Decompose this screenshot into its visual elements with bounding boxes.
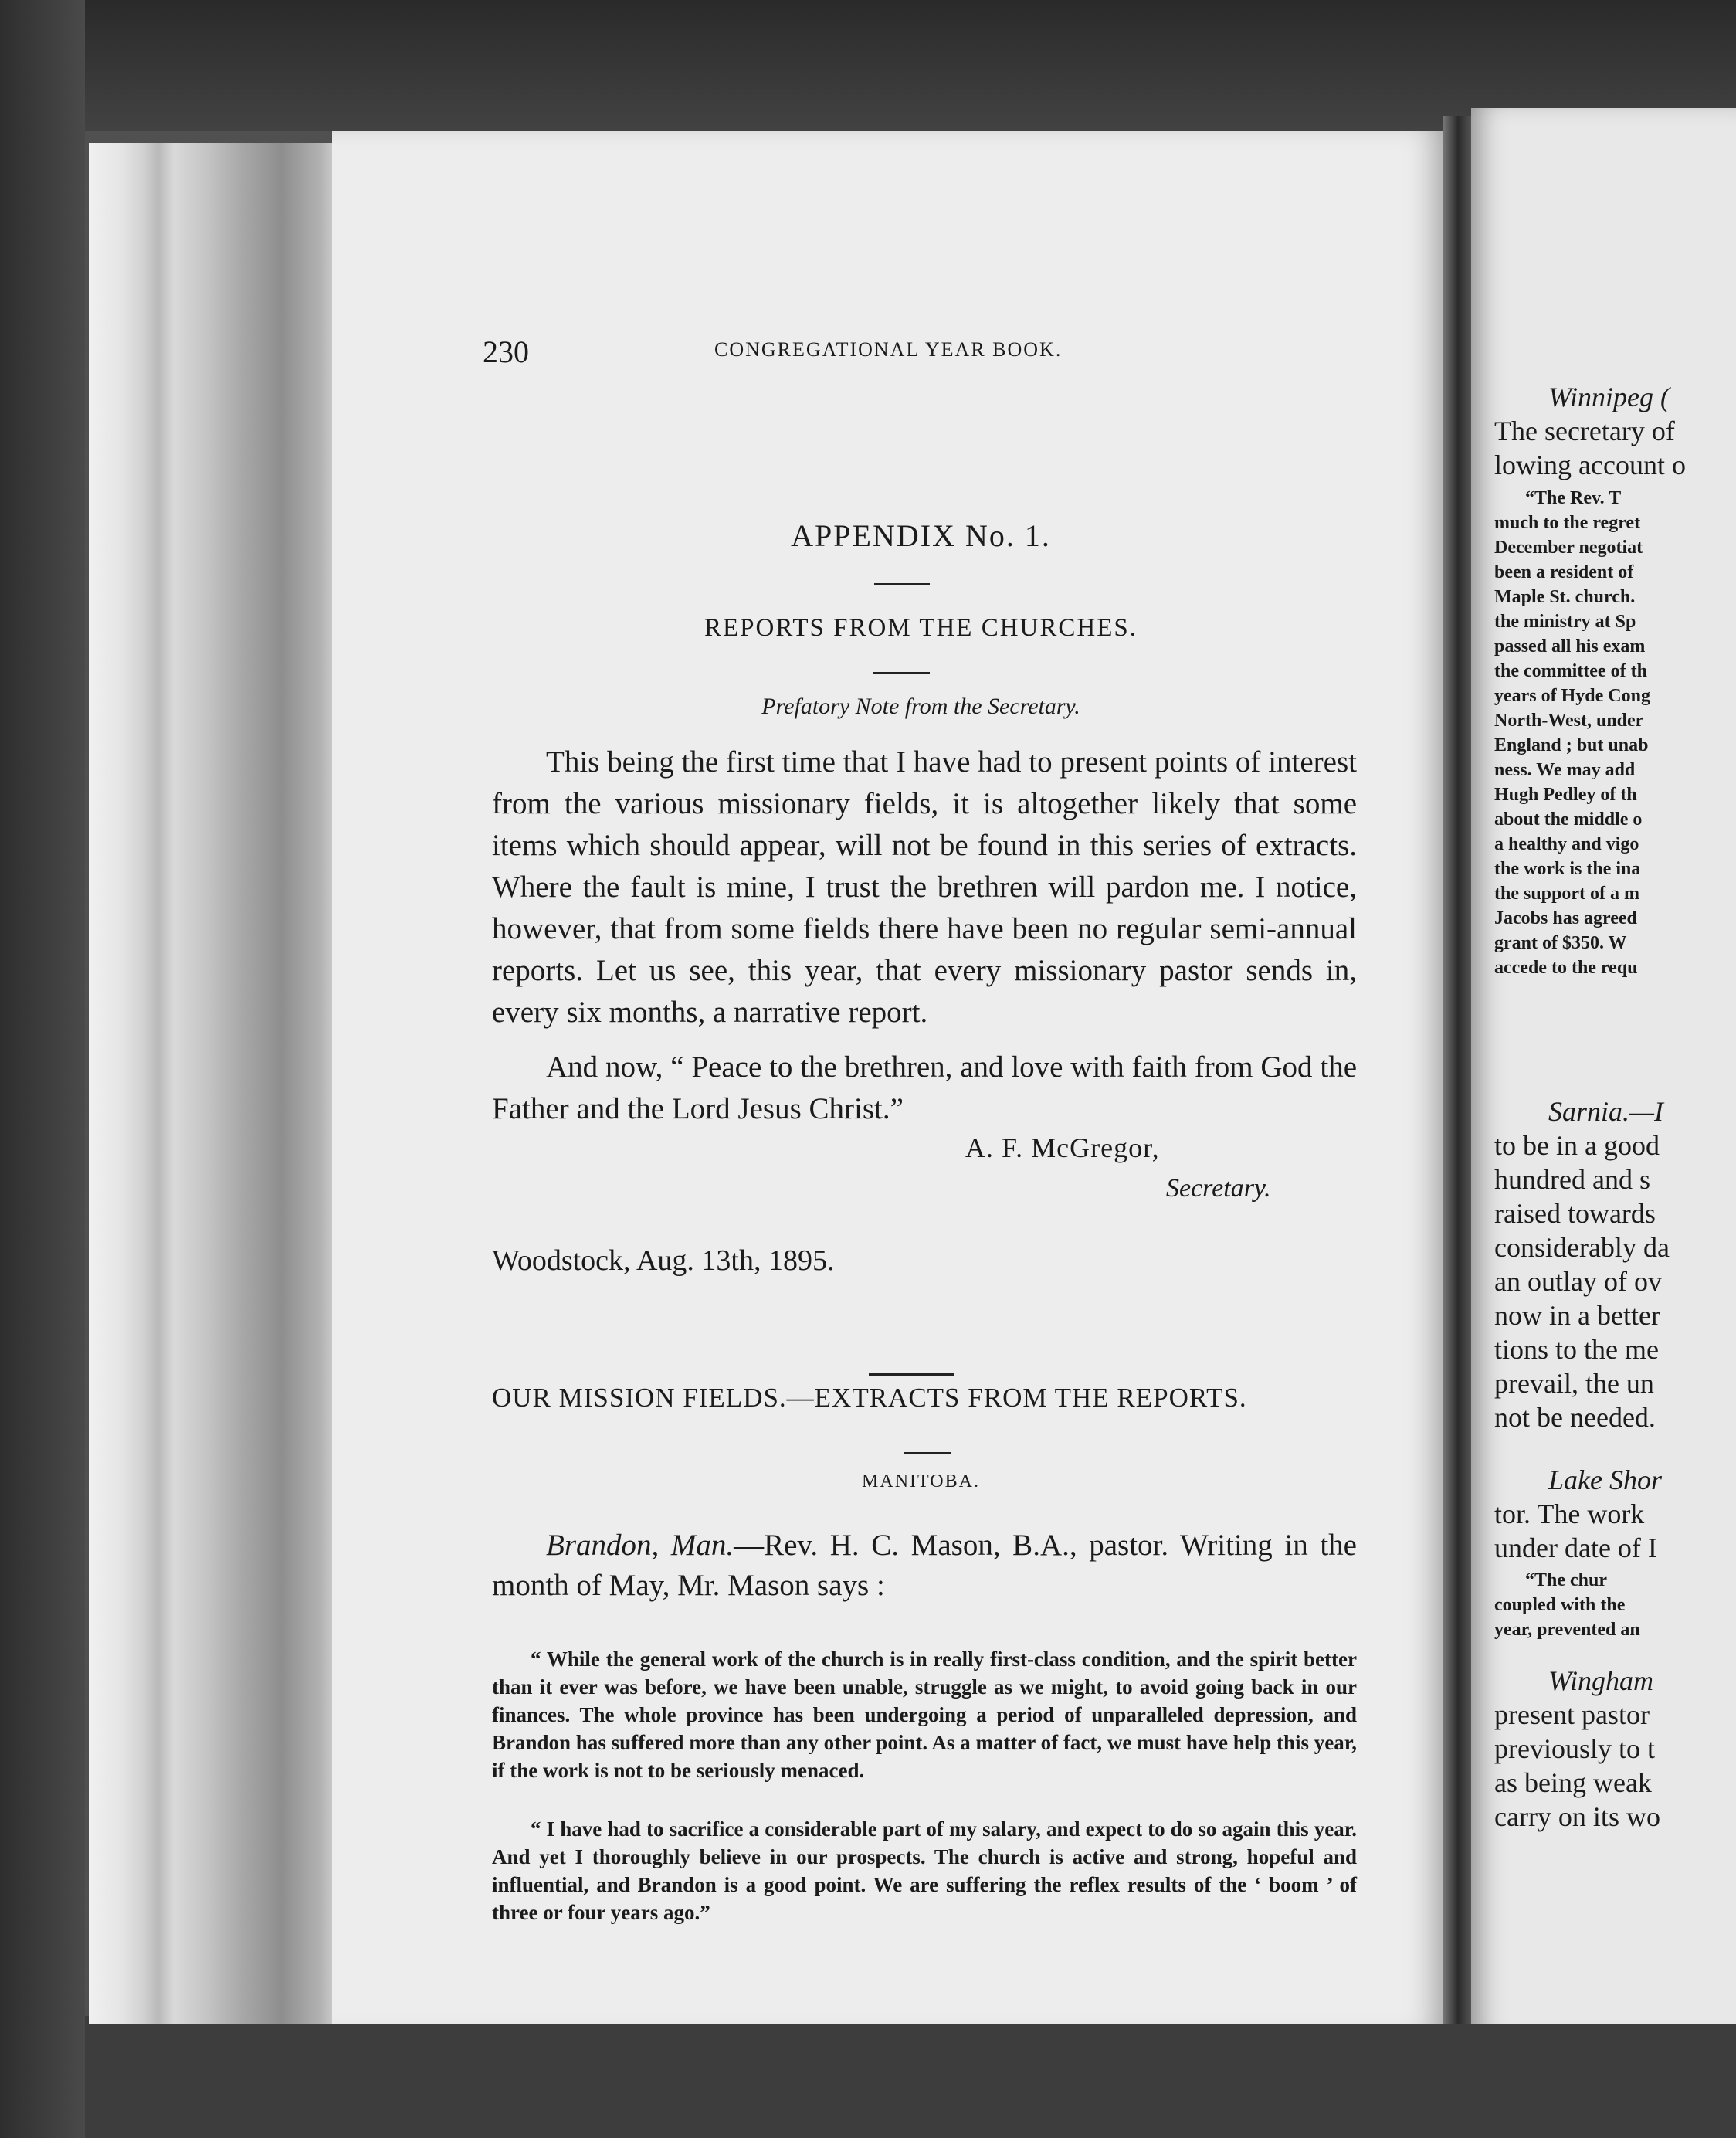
prefatory-title: Prefatory Note from the Secretary. [761,694,1080,719]
divider-rule [874,583,930,585]
running-header [483,334,1328,369]
right-page-line: Jacobs has agreed [1494,908,1637,928]
divider-rule [869,1373,954,1376]
right-page-line: lowing account o [1494,450,1686,480]
signature-title: Secretary. [1166,1174,1271,1203]
quote-block [492,1815,1357,1926]
book-gutter [1443,116,1473,2024]
paragraph-text: And now, “ Peace to the brethren, and love with faith from God the Father and the Lord Jesus Christ.” [492,1050,1357,1125]
right-page-line: Maple St. church. [1494,587,1636,607]
entry-text: —Rev. H. C. Mason, B.A., pastor. Writing in the month of May, Mr. Mason says : [492,1529,1357,1602]
paragraph-text: This being the first time that I have had to present points of interest from the various missionary fields, it is altogether likely that some items which should appear, will not be found in this series of extracts. Where the fault is mine, I trust the brethren will pardon me. I notice, however, that from some fields there have been no regular semi-annual reports. Let us see, this year, that every missionary pastor sends in, every six months, a narrative report. [492,745,1357,1029]
right-page-line: England ; but unab [1494,735,1649,755]
scanner-background [85,2024,1736,2138]
right-page-line: considerably da [1494,1232,1670,1263]
right-page-line: Wingham [1548,1665,1654,1696]
right-page-line: a healthy and vigo [1494,834,1639,854]
mission-heading: OUR MISSION FIELDS.—EXTRACTS FROM THE REPORTS. [492,1383,1247,1413]
closing-paragraph [492,1047,1357,1130]
right-page-line: an outlay of ov [1494,1266,1662,1297]
right-page-line: under date of I [1494,1532,1657,1563]
right-page-line: December negotiat [1494,538,1643,558]
right-page-line: Winnipeg ( [1548,382,1670,412]
right-page-line: the work is the ina [1494,859,1641,879]
right-page-line: hundred and s [1494,1164,1650,1195]
place-name: Brandon, Man. [546,1529,734,1562]
right-page-line: passed all his exam [1494,636,1646,657]
page-number: 230 [483,334,529,369]
place-date: Woodstock, Aug. 13th, 1895. [492,1244,835,1277]
right-page-line: grant of $350. W [1494,933,1627,953]
divider-rule [873,672,930,674]
right-page-line: accede to the requ [1494,958,1638,978]
right-page-line: years of Hyde Cong [1494,686,1650,706]
page-edges [89,143,336,2028]
right-page-line: the ministry at Sp [1494,612,1636,632]
right-page-line: raised towards [1494,1198,1656,1229]
right-page-line: the committee of th [1494,661,1647,681]
right-page-line: Lake Shor [1548,1464,1662,1495]
right-page-line: the support of a m [1494,884,1640,904]
running-title: CONGREGATIONAL YEAR BOOK. [714,338,1063,361]
right-page-line: “The Rev. T [1525,488,1622,508]
right-page-line: been a resident of [1494,562,1634,582]
right-page-line: tor. The work [1494,1498,1645,1529]
right-page-line: to be in a good [1494,1130,1660,1161]
right-page-line: tions to the me [1494,1334,1659,1365]
right-page-line: now in a better [1494,1300,1660,1331]
section-heading: REPORTS FROM THE CHURCHES. [704,614,1138,642]
right-page-line: as being weak [1494,1767,1652,1798]
left-page [332,131,1444,2031]
right-page-line: much to the regret [1494,513,1641,533]
right-page-line: North-West, under [1494,711,1644,731]
province-heading: MANITOBA. [862,1471,980,1492]
right-page-line: ness. We may add [1494,760,1636,780]
right-page-line: Hugh Pedley of th [1494,785,1637,805]
right-page-line: “The chur [1525,1570,1608,1590]
right-page-line: year, prevented an [1494,1620,1640,1640]
quote-block [492,1645,1357,1784]
right-page-line: about the middle o [1494,809,1643,830]
quote-text: “ I have had to sacrifice a considerable part of my salary, and expect to do so again this year. And yet I thoroughly believe in our prospects. The church is active and strong, hopeful and influential, and Brandon is a good point. We are suffering the reflex results of the ‘ boom ’ of three or four years ago.” [492,1817,1357,1924]
right-page-line: Sarnia.—I [1548,1096,1664,1127]
signature-name: A. F. McGregor, [965,1132,1160,1163]
right-page-line: The secretary of [1494,416,1675,446]
right-page-line: coupled with the [1494,1595,1626,1615]
divider-rule [904,1452,951,1454]
brandon-entry [492,1525,1357,1606]
right-page-line: present pastor [1494,1699,1650,1730]
scanner-margin [0,0,85,2138]
right-page-line: carry on its wo [1494,1801,1660,1832]
quote-text: “ While the general work of the church is in really first-class condition, and the spirit better than it ever was before, we have been unable, struggle as we might, to avoid going back in our finances. The whole province has been undergoing a period of unparalleled depression, and Brandon has suffered more than any other point. As a matter of fact, we must have help this year, if the work is not to be seriously menaced. [492,1648,1357,1782]
right-page-line: previously to t [1494,1733,1655,1764]
appendix-heading: APPENDIX No. 1. [791,518,1051,553]
prefatory-paragraph [492,742,1357,1033]
right-page [1471,108,1736,2039]
right-page-line: prevail, the un [1494,1368,1654,1399]
right-page-line: not be needed. [1494,1402,1656,1433]
